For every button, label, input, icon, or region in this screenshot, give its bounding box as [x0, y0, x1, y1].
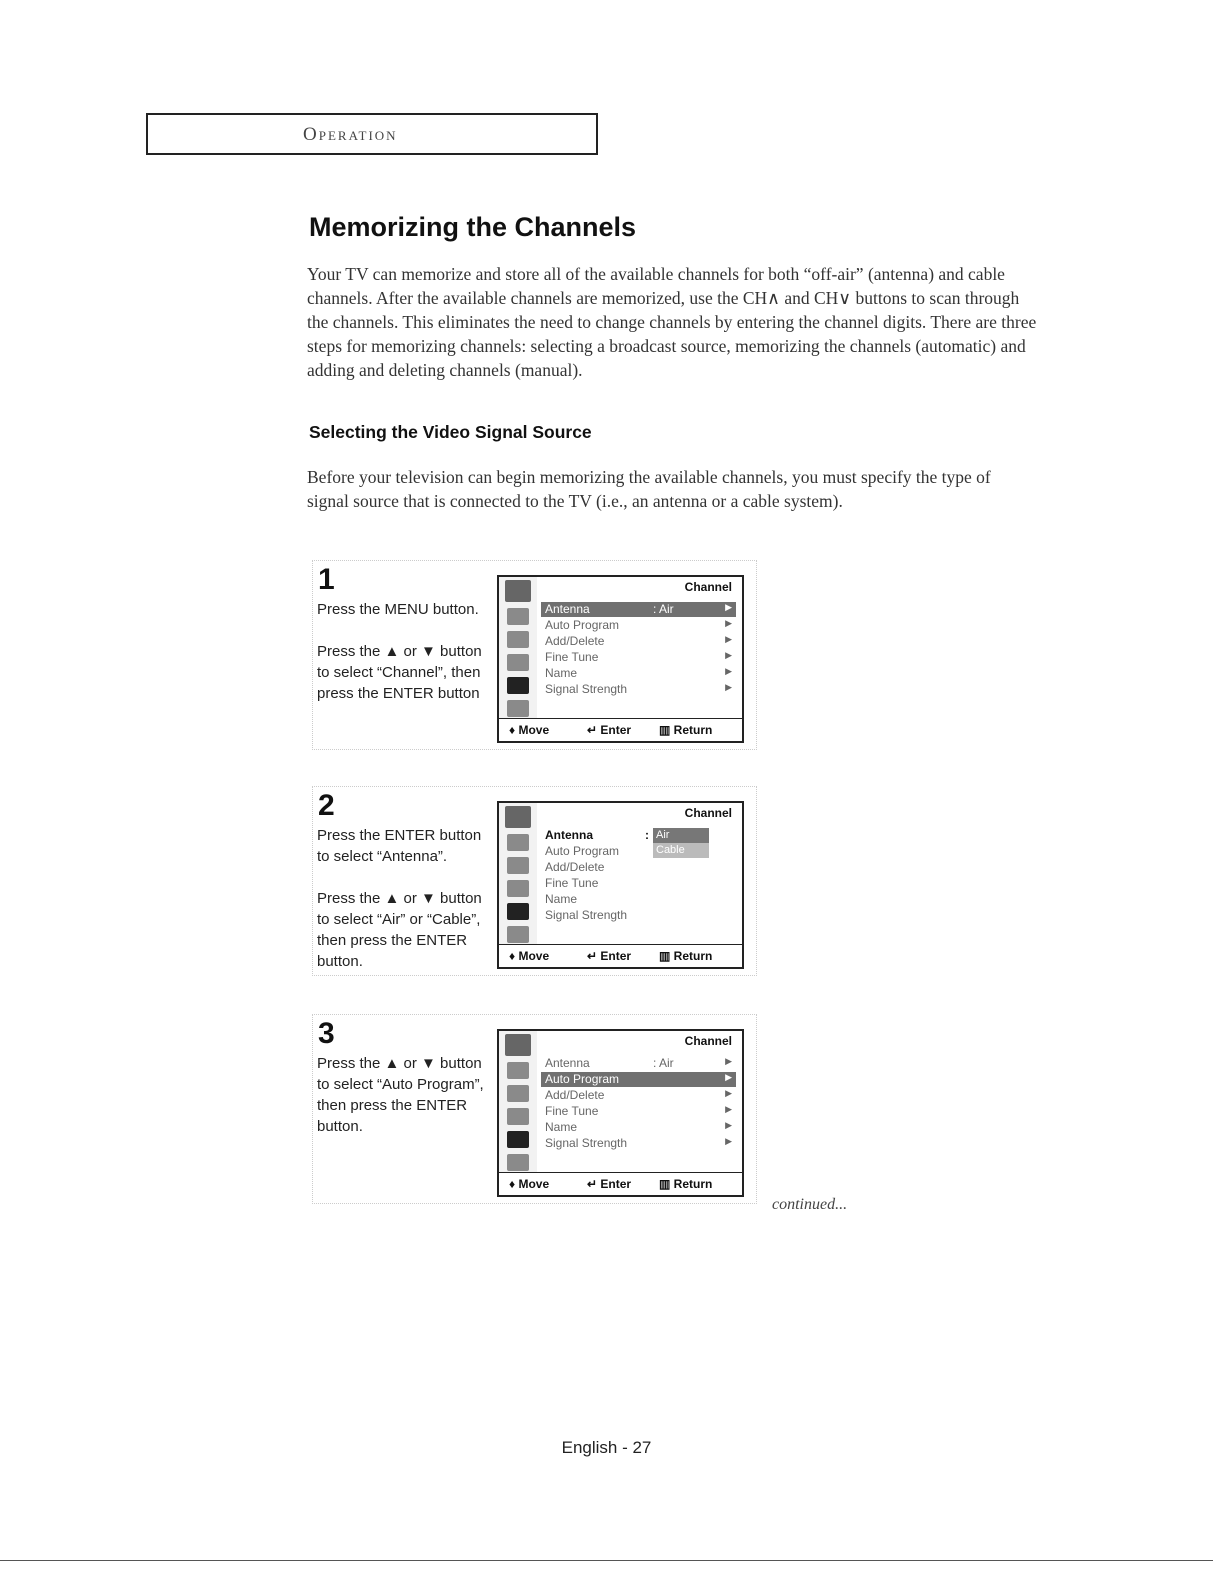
menu-item-name: Name ▶ [545, 1120, 732, 1134]
section-label: Operation [303, 124, 398, 145]
channel-icon [507, 677, 529, 694]
step-instructions: Press the ENTER button to select “Antenna”. Press the ▲ or ▼ button to select “Air” or “Cable”, then press the ENTER button. [317, 827, 482, 970]
enter-hint: ↵ Enter [587, 723, 632, 737]
channel-icon [507, 1131, 529, 1148]
menu-item-add-delete: Add/Delete [545, 860, 605, 874]
arrow-icon: ▶ [725, 618, 732, 628]
return-hint: ▥ Return [659, 1177, 713, 1191]
tv-icon [505, 580, 531, 602]
setup-icon [507, 700, 529, 717]
menu-item-signal-strength: Signal Strength ▶ [545, 682, 732, 696]
menu-item-fine-tune: Fine Tune [545, 876, 599, 890]
menu-item-add-delete: Add/Delete ▶ [545, 634, 732, 648]
arrow-icon: ▶ [725, 1120, 732, 1130]
section-header [146, 113, 598, 155]
page-footer: English - 27 [561, 1438, 652, 1457]
speaker-icon [507, 880, 529, 897]
move-hint: ♦ Move [509, 949, 550, 963]
step-3-panel [312, 1014, 757, 1204]
step-instructions: Press the MENU button. Press the ▲ or ▼ button to select “Channel”, then press the ENTER button [317, 601, 482, 702]
step-number: 2 [318, 789, 335, 822]
sound-icon [507, 1085, 529, 1102]
arrow-icon: ▶ [725, 682, 732, 692]
channel-icon [507, 903, 529, 920]
menu-item-add-delete: Add/Delete ▶ [545, 1088, 732, 1102]
menu-item-antenna: Antenna : [545, 828, 649, 842]
intro-paragraph: Your TV can memorize and store all of the available channels for both “off-air” (antenna) and cable channels. After the available channels are memorized, use the CH∧ and CH∨ buttons to scan through the channels. This eliminates the need to change channels by entering the channel digits. There are three steps for memorizing channels: selecting a broadcast source, memorizing the channels (automatic) and adding and deleting channels (manual). [307, 264, 1037, 380]
section-subtitle: Selecting the Video Signal Source [309, 422, 592, 442]
enter-hint: ↵ Enter [587, 1177, 632, 1191]
arrow-icon: ▶ [725, 602, 732, 612]
setup-icon [507, 926, 529, 943]
menu-item-auto-program: Auto Program ▶ [541, 1072, 736, 1087]
speaker-icon [507, 654, 529, 671]
return-hint: ▥ Return [659, 723, 713, 737]
move-hint: ♦ Move [509, 723, 550, 737]
menu-footer [499, 718, 742, 741]
tv-icon [505, 806, 531, 828]
sound-icon [507, 857, 529, 874]
menu-item-signal-strength: Signal Strength ▶ [545, 1136, 732, 1150]
arrow-icon: ▶ [725, 1104, 732, 1114]
continued-note: continued... [772, 1196, 848, 1213]
channel-menu-screen [497, 801, 744, 969]
menu-item-name: Name ▶ [545, 666, 732, 680]
menu-icon-column [499, 803, 537, 945]
menu-heading: Channel [684, 1034, 732, 1048]
arrow-icon: ▶ [725, 1136, 732, 1146]
move-hint: ♦ Move [509, 1177, 550, 1191]
picture-icon [507, 1062, 529, 1079]
arrow-icon: ▶ [725, 1056, 732, 1066]
picture-icon [507, 834, 529, 851]
bottom-divider [0, 1560, 1213, 1561]
menu-item-fine-tune: Fine Tune ▶ [545, 1104, 732, 1118]
menu-icon-column [499, 1031, 537, 1173]
menu-item-fine-tune: Fine Tune ▶ [545, 650, 732, 664]
sound-icon [507, 631, 529, 648]
channel-menu-screen [497, 575, 744, 743]
menu-item-name: Name [545, 892, 578, 906]
picture-icon [507, 608, 529, 625]
arrow-icon: ▶ [725, 634, 732, 644]
menu-heading: Channel [684, 580, 732, 594]
step-number: 3 [318, 1017, 335, 1050]
menu-item-auto-program: Auto Program [545, 844, 620, 858]
option-air: Air [653, 828, 709, 843]
menu-item-signal-strength: Signal Strength [545, 908, 628, 922]
menu-item-antenna: Antenna : Air ▶ [541, 602, 736, 617]
step-instructions: Press the ▲ or ▼ button to select “Auto Program”, then press the ENTER button. [317, 1055, 484, 1135]
page-title: Memorizing the Channels [309, 212, 637, 242]
step-1-panel [312, 560, 757, 750]
menu-item-auto-program: Auto Program ▶ [545, 618, 732, 632]
channel-menu-screen [497, 1029, 744, 1197]
arrow-icon: ▶ [725, 650, 732, 660]
step-2-panel [312, 786, 757, 976]
return-hint: ▥ Return [659, 949, 713, 963]
menu-footer [499, 1172, 742, 1195]
enter-hint: ↵ Enter [587, 949, 632, 963]
arrow-icon: ▶ [725, 1072, 732, 1082]
signal-source-paragraph: Before your television can begin memorizing the available channels, you must specify the type of signal source that is connected to the TV (i.e., an antenna or a cable system). [307, 467, 991, 511]
speaker-icon [507, 1108, 529, 1125]
menu-item-antenna: Antenna : Air ▶ [545, 1056, 732, 1070]
step-number: 1 [318, 563, 335, 596]
menu-footer [499, 944, 742, 967]
menu-heading: Channel [684, 806, 732, 820]
menu-icon-column [499, 577, 537, 719]
tv-icon [505, 1034, 531, 1056]
arrow-icon: ▶ [725, 1088, 732, 1098]
setup-icon [507, 1154, 529, 1171]
arrow-icon: ▶ [725, 666, 732, 676]
option-cable: Cable [653, 843, 709, 858]
